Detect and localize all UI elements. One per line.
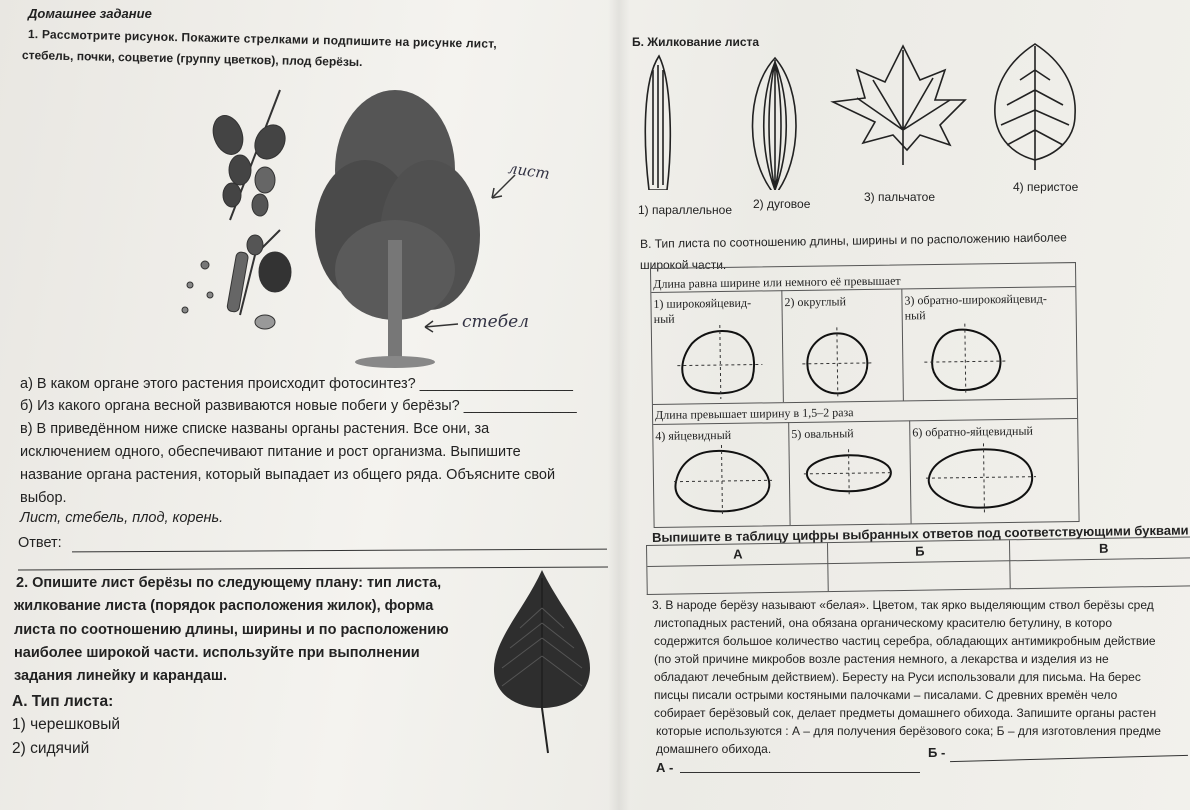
shape-1-label: 1) широкояйцевид- [653, 295, 752, 311]
task3-line5: обладают лечебным действием). Бересту на Руси использовали для письма. На берес [654, 670, 1141, 684]
task3-line3: содержится большое количество частиц серебра, обладающих антимикробным действие [654, 634, 1156, 648]
section-a-title: А. Тип листа: [12, 693, 114, 710]
organ-list: Лист, стебель, плод, корень. [20, 510, 224, 526]
task3-line8: которые используются : А – для получения берёзового сока; Б – для изготовления предме [656, 724, 1161, 738]
leaf-arrow-icon [492, 175, 515, 198]
broad-ovate-icon [682, 331, 755, 394]
birch-branch-image [182, 90, 291, 329]
question-c-line4: выбор. [20, 490, 67, 506]
shape-6-label: 6) обратно-яйцевидный [912, 423, 1033, 440]
page-fold [608, 0, 630, 810]
venation-title: Б. Жилкование листа [632, 35, 760, 49]
answer-cell-c[interactable] [1010, 558, 1190, 587]
answer-cell-a[interactable] [647, 564, 827, 593]
leaf-type-title-line2: широкой части. [640, 258, 727, 272]
handwritten-stem-label: стебел [462, 312, 529, 332]
handwritten-leaf-label: лист [506, 159, 551, 183]
task3-line7: собирает берёзовый сок, делает предметы домашнего обихода. Запишите органы растен [654, 706, 1157, 720]
answer-table-instruction: Выпишите в таблицу цифры выбранных ответов под соответствующими буквами [651, 522, 1189, 545]
venation-label-4: 4) перистое [1013, 180, 1079, 194]
task3-line1: 3. В народе берёзу называют «белая». Цветом, так ярко выделяющим ствол берёзы сред [652, 598, 1154, 612]
stem-arrow-icon [425, 324, 458, 327]
answer-table [646, 536, 1190, 595]
task3-answer-b-label: Б - [928, 745, 946, 760]
task3-line6: писцы писали острыми костяными палочками – писалами. С древних времён чело [654, 688, 1118, 702]
homework-title: Домашнее задание [28, 6, 152, 21]
option-1: 1) черешковый [12, 716, 121, 733]
palmate-leaf-icon [833, 46, 965, 150]
birch-leaf-image [490, 568, 595, 758]
birch-tree-image [315, 90, 480, 368]
task1-line1: 1. Рассмотрите рисунок. Покажите стрелками и подпишите на рисунке лист, [27, 27, 498, 51]
question-c-line3: название органа растения, который выпадает из общего ряда. Объясните свой [20, 467, 556, 483]
shape-2-label: 2) округлый [784, 294, 847, 310]
shape-3-label: 3) обратно-широкояйцевид- [904, 291, 1047, 308]
answer-col-a: А [733, 546, 743, 562]
row2-header: Длина превышает ширину в 1,5–2 раза [654, 405, 854, 422]
task3-line9: домашнего обихода. [656, 742, 772, 756]
leaf-shape-table [650, 262, 1080, 528]
task2-line3: листа по соотношению длины, ширины и по расположению [14, 622, 449, 638]
answer-col-b: Б [915, 543, 925, 559]
option-2: 2) сидячий [12, 740, 90, 757]
shape-3-label-cont: ный [904, 308, 926, 323]
leaf-type-title-line1: В. Тип листа по соотношению длины, ширины и по расположению наиболее [639, 230, 1068, 251]
task3-answer-a-line[interactable] [680, 772, 920, 773]
question-c-line2: исключением одного, обеспечивают питание и рост организма. Выпишите [20, 444, 521, 460]
question-a: а) В каком органе этого растения происходит фотосинтез? ___________________ [20, 376, 573, 392]
answer-cell-b[interactable] [828, 561, 1009, 590]
task3-answer-a-label: А - [656, 760, 674, 775]
task2-line2: жилкование листа (порядок расположения жилок), форма [14, 598, 434, 614]
task3-line4: (по этой причине микробов возле растения немного, а лекарства и изделия из не [654, 652, 1109, 666]
venation-label-1: 1) параллельное [638, 203, 733, 217]
venation-images [635, 40, 1095, 190]
task2-line1: 2. Опишите лист берёзы по следующему плану: тип листа, [16, 575, 442, 591]
shape-5-label: 5) овальный [791, 426, 854, 442]
venation-label-3: 3) пальчатое [864, 190, 935, 204]
shape-1-label-cont: ный [653, 311, 675, 326]
row1-header: Длина равна ширине или немного её превышает [653, 273, 901, 291]
answer-label: Ответ: [18, 535, 62, 551]
shape-4-label: 4) яйцевидный [655, 427, 732, 443]
obovate-broad-icon [932, 329, 1001, 390]
obovate-icon [928, 449, 1032, 509]
task3-line2: листопадных растений, она обязана органическому красителю бетулину, в которо [654, 616, 1112, 630]
answer-col-c: В [1098, 540, 1109, 556]
task2-line4: наиболее широкой части. используйте при выполнении [14, 645, 420, 661]
task1-line2: стебель, почки, соцветие (группу цветков), плод берёзы. [21, 48, 363, 70]
venation-label-2: 2) дуговое [753, 197, 811, 211]
task2-line5: задания линейку и карандаш. [14, 668, 228, 684]
question-b: б) Из какого органа весной развиваются новые побеги у берёзы? ______________ [20, 398, 577, 414]
task3-answer-b-line[interactable] [950, 755, 1188, 762]
answer-line[interactable] [72, 549, 607, 553]
question-c-line1: в) В приведённом ниже списке названы органы растения. Все они, за [20, 421, 490, 437]
